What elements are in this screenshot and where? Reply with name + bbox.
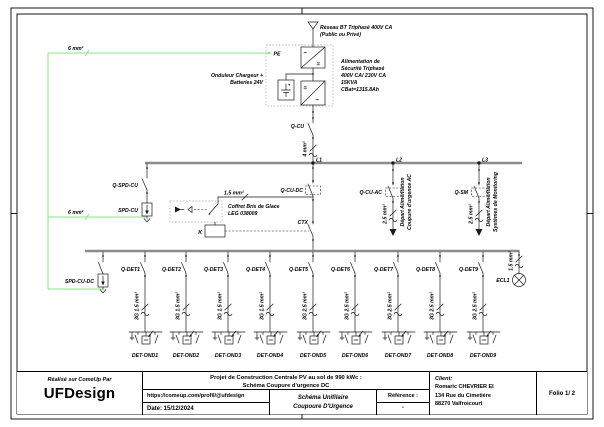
pe-cable-mid-label: 6 mm² xyxy=(68,210,84,216)
q-cu-dc-label: Q-CU-DC xyxy=(280,188,303,194)
inverter-charger-label-line1: Onduleur Chargeur + xyxy=(210,73,263,79)
ac-feeder-dest-line2: Coupure d'urgence AC xyxy=(407,173,413,231)
ctx-contact xyxy=(308,221,314,252)
detector-branch-6 xyxy=(331,252,372,359)
q-cu-dc-breaker xyxy=(306,164,321,225)
break-glass-label-line2: LEG 038009 xyxy=(228,211,258,217)
detector-branch-8 xyxy=(416,252,457,359)
grid-connection-icon xyxy=(308,22,318,47)
client-label: Client: xyxy=(435,376,453,382)
detector-branch-7 xyxy=(374,252,415,359)
battery-symbol xyxy=(278,80,294,100)
detector-breaker-label: Q-DET2 xyxy=(161,267,181,273)
lamp-icon xyxy=(513,274,526,287)
detector-cable-label: 3G 2.5 mm² xyxy=(387,292,394,320)
detector-cable-label: 3G 2.5 mm² xyxy=(302,292,309,320)
sm-feeder-dest-line1: Départ Alimentation xyxy=(486,177,492,227)
title-block xyxy=(17,371,587,414)
detector-breaker-label: Q-DET3 xyxy=(203,267,223,273)
detector-device-label: DET-OND5 xyxy=(299,353,327,359)
client-address-line1: 134 Rue du Cimetière xyxy=(435,392,491,399)
pe-label: PE xyxy=(273,51,281,58)
ac-feeder-branch xyxy=(386,164,401,237)
lamp-cable-label: 1.5 mm² xyxy=(508,251,515,271)
detector-device-label: DET-OND8 xyxy=(426,353,454,359)
ac-feeder-cable-label: 2.5 mm² xyxy=(382,204,389,224)
client-name: Romaric CHEVRIER EI xyxy=(435,384,494,391)
phase-l1-label: L1 xyxy=(316,157,323,164)
pe-cable-top-label: 6 mm² xyxy=(68,46,84,52)
monitoring-feeder-branch xyxy=(472,164,487,237)
detector-device-label: DET-OND4 xyxy=(256,353,284,359)
detector-cable-label: 3G 1.5 mm² xyxy=(134,292,141,320)
pe-terminal xyxy=(268,52,271,55)
project-title-line1: Projet de Construction Centrale PV au sol de 990 kWc : xyxy=(210,375,362,381)
rectifier-ac-glyph: ~ xyxy=(303,51,308,57)
folio-number: Folio 1/ 2 xyxy=(548,390,575,397)
spd-cu-symbol xyxy=(142,203,152,222)
ac-feeder-dest-line1: Départ Alimentation xyxy=(400,177,406,227)
reference-value: - xyxy=(377,403,430,415)
spd-cu-label: SPD-CU xyxy=(118,208,138,214)
detector-breaker-label: Q-DET8 xyxy=(415,267,435,273)
detector-breaker-label: Q-DET7 xyxy=(373,267,393,273)
title-block-author-cell xyxy=(17,372,143,415)
spd-cu-dc-branch xyxy=(98,252,108,293)
q-cu-switch xyxy=(308,105,317,163)
inverter-symbol xyxy=(301,81,325,105)
detector-branch-3 xyxy=(204,252,245,359)
detector-cable-label: 3G 2.5 mm² xyxy=(429,292,436,320)
detector-branch-4 xyxy=(246,252,287,359)
detector-device-label: DET-OND9 xyxy=(469,353,497,359)
lamp-label: ECL1 xyxy=(496,278,510,284)
made-on-label: Réalisé sur ComeUp Par xyxy=(47,377,112,383)
reference-label: Référence : xyxy=(377,390,430,403)
ups-info-line2: Sécurité Triphasé xyxy=(341,66,385,72)
detector-cable-label: 3G 2.5 mm² xyxy=(344,292,351,320)
detector-device-label: DET-OND7 xyxy=(384,353,412,359)
ctx-contact-label: CTX xyxy=(297,220,308,226)
detector-branch-9 xyxy=(459,252,500,359)
detector-breaker-label: Q-DET4 xyxy=(245,267,265,273)
rectifier-symbol xyxy=(301,47,325,68)
author-url: https://comeup.com/profil/@ufdesign xyxy=(143,390,270,403)
ups-info-line3: 400V CA/ 230V CA xyxy=(341,73,386,79)
detector-cable-label: 3G 1.5 mm² xyxy=(259,292,266,320)
relay-k-coil xyxy=(205,225,309,237)
detector-device-label: DET-OND1 xyxy=(131,353,159,359)
ups-info-line5: CBat=1315.8Ah xyxy=(341,87,379,93)
brand-name: UFDesign xyxy=(43,385,116,402)
detector-device-label: DET-OND6 xyxy=(341,353,369,359)
project-title xyxy=(143,372,430,390)
client-address-line2: 88270 Valfroicourt xyxy=(435,400,483,407)
detector-breaker-label: Q-DET9 xyxy=(458,267,478,273)
rectifier-dc-glyph: = xyxy=(316,62,321,68)
break-glass-box xyxy=(170,197,222,225)
relay-k-label: K xyxy=(198,230,202,236)
q-cu-label: Q-CU xyxy=(290,124,304,130)
detector-cable-label: 3G 1.5 mm² xyxy=(175,292,182,320)
q-sm-breaker xyxy=(472,182,487,203)
grid-label-line1: Réseau BT Triphasé 400V CA xyxy=(320,25,393,31)
q-cu-ac-label: Q-CU-AC xyxy=(359,190,382,196)
detector-device-label: DET-OND3 xyxy=(214,353,242,359)
sm-feeder-dest-line2: Systèmes de Monitoring xyxy=(493,172,499,232)
inverter-charger-label-line2: Batteries 24V xyxy=(230,80,263,86)
detector-cable-label: 3G 2.5 mm² xyxy=(472,292,479,320)
spd-cu-branch xyxy=(142,164,152,222)
sm-feeder-cable-label: 2.5 mm² xyxy=(468,204,475,224)
project-title-line2: Schéma Coupure d'urgence DC xyxy=(242,382,330,389)
detector-breaker-label: Q-DET6 xyxy=(330,267,350,273)
date-field: Date: 15/12/2024 xyxy=(143,403,270,415)
document-type xyxy=(270,390,377,415)
document-type-line1: Schéma Unifilaire xyxy=(297,395,349,401)
ups-info-line1: Alimentation de xyxy=(341,59,380,65)
detector-breaker-label: Q-DET5 xyxy=(288,267,308,273)
q-cu-ac-breaker xyxy=(386,182,401,203)
break-glass-label-line1: Coffret Bris de Glace xyxy=(228,204,280,210)
spd-cu-dc-symbol xyxy=(98,274,108,293)
q-spd-cu-label: Q-SPD-CU xyxy=(112,183,138,189)
battery-plus-glyph: + xyxy=(288,82,291,88)
control-cable-label: 1.5 mm² xyxy=(224,190,244,197)
detector-branch-1 xyxy=(121,252,162,359)
q-sm-label: Q-SM xyxy=(454,190,468,196)
detector-branch-5 xyxy=(289,252,330,359)
detector-branch-2 xyxy=(162,252,203,359)
inverter-dc-glyph: = xyxy=(303,86,308,92)
grid-label-line2: (Public ou Privé) xyxy=(320,32,361,38)
ups-info-line4: 15KVA xyxy=(341,80,358,86)
main-cable-label: 4 mm² xyxy=(302,141,309,157)
detector-device-label: DET-OND2 xyxy=(172,353,200,359)
client-block xyxy=(430,372,537,415)
detector-cable-label: 3G 1.5 mm² xyxy=(217,292,224,320)
document-type-line2: Coupoure D'Urgence xyxy=(293,403,353,410)
inverter-ac-glyph: ~ xyxy=(315,98,320,104)
spd-cu-dc-label: SPD-CU-DC xyxy=(64,279,94,285)
detector-breaker-label: Q-DET1 xyxy=(120,267,140,273)
phase-l3-label: L3 xyxy=(482,157,489,164)
phase-l2-label: L2 xyxy=(396,157,403,164)
